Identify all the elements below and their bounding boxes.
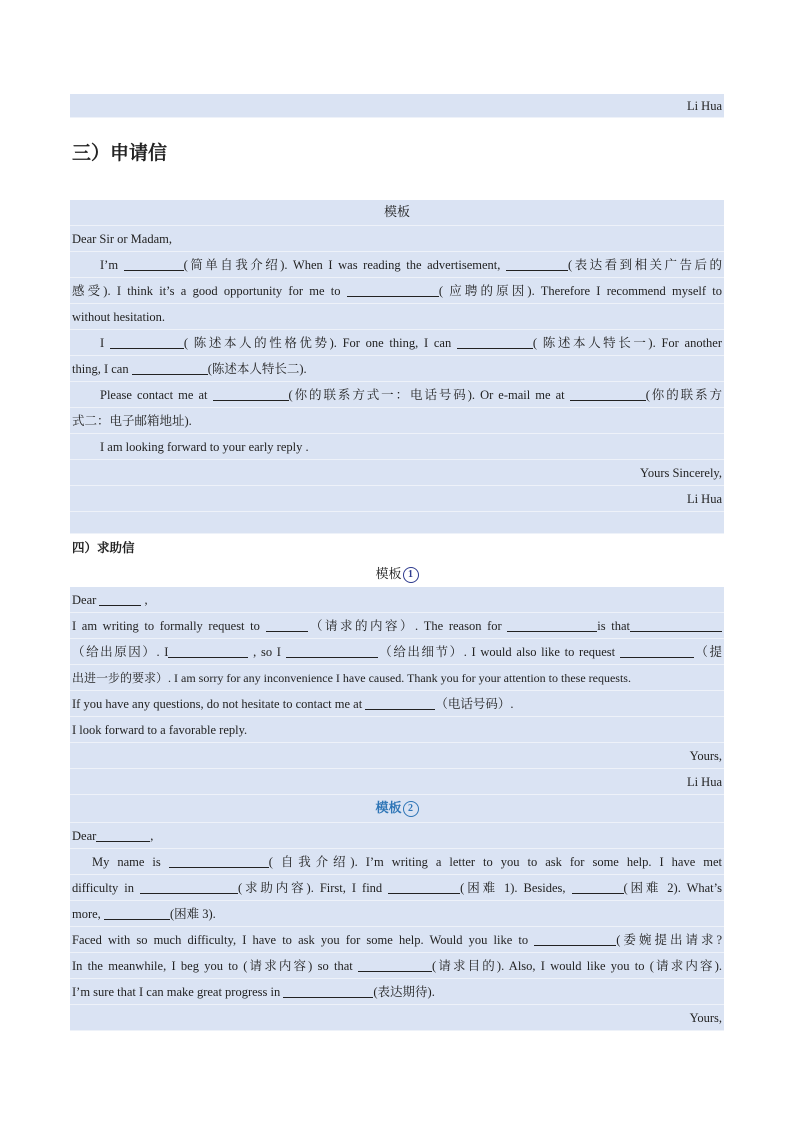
paragraph-line: without hesitation. xyxy=(70,304,724,330)
paragraph-line: If you have any questions, do not hesitate to contact me at （电话号码）. xyxy=(70,691,724,717)
signature: Li Hua xyxy=(70,94,724,118)
paragraph-line: I look forward to a favorable reply. xyxy=(70,717,724,743)
fill-blank xyxy=(506,256,568,271)
paragraph-line: Please contact me at (你的联系方式一：电话号码). Or e-mail me at (你的联系方 xyxy=(70,382,724,408)
fill-blank xyxy=(457,334,533,349)
application-letter-template xyxy=(70,200,724,534)
previous-letter-tail xyxy=(70,94,724,118)
paragraph-line: My name is ( 自我介绍). I’m writing a letter to you to ask for some help. I have met xyxy=(70,849,724,875)
paragraph-line: I am writing to formally request to （请求的内容）. The reason for is that xyxy=(70,613,724,639)
fill-blank xyxy=(104,905,170,920)
fill-blank xyxy=(283,983,373,998)
fill-blank xyxy=(572,879,624,894)
circled-number: 1 xyxy=(403,567,419,583)
paragraph-line: 式二：电子邮箱地址). xyxy=(70,408,724,434)
section-heading-help-letter: 四）求助信 xyxy=(72,540,135,555)
fill-blank xyxy=(534,931,616,946)
fill-blank xyxy=(620,643,694,658)
paragraph-line: more, (困难 3). xyxy=(70,901,724,927)
fill-blank xyxy=(507,617,597,632)
help-letter-template-1 xyxy=(70,561,724,795)
paragraph-line: I ( 陈述本人的性格优势). For one thing, I can ( 陈述本人特长一). For another xyxy=(70,330,724,356)
fill-blank xyxy=(630,617,722,632)
closing: Yours, xyxy=(70,1005,724,1031)
fill-blank xyxy=(388,879,460,894)
paragraph-line: Faced with so much difficulty, I have to ask you for some help. Would you like to (委婉提出请求? xyxy=(70,927,724,953)
signature: Li Hua xyxy=(70,769,724,795)
fill-blank xyxy=(358,957,432,972)
fill-blank xyxy=(169,853,269,868)
paragraph-line: I’m (简单自我介绍). When I was reading the advertisement, (表达看到相关广告后的 xyxy=(70,252,724,278)
greeting: Dear , xyxy=(70,823,724,849)
fill-blank xyxy=(132,360,208,375)
fill-blank xyxy=(286,643,378,658)
fill-blank xyxy=(96,827,150,842)
fill-blank xyxy=(570,386,646,401)
template-title: 模板 1 xyxy=(70,561,724,587)
closing: Yours, xyxy=(70,743,724,769)
fill-blank xyxy=(140,879,238,894)
fill-blank xyxy=(365,695,435,710)
greeting: Dear Sir or Madam, xyxy=(70,226,724,252)
paragraph-line: In the meanwhile, I beg you to (请求内容) so that (请求目的). Also, I would like you to (请求内容). xyxy=(70,953,724,979)
signature: Li Hua xyxy=(70,486,724,512)
closing: Yours Sincerely, xyxy=(70,460,724,486)
fill-blank xyxy=(99,591,141,606)
template-title: 模板 xyxy=(70,200,724,226)
fill-blank xyxy=(213,386,289,401)
paragraph-line: （给出原因）. I , so I （给出细节）. I would also like to request （提 xyxy=(70,639,724,665)
fill-blank xyxy=(168,643,248,658)
paragraph-line: 出进一步的要求）. I am sorry for any inconvenience I have caused. Thank you for your attention to these requests. xyxy=(70,665,724,691)
section-heading-application-letter: 三）申请信 xyxy=(72,142,168,164)
paragraph-line: 感受). I think it’s a good opportunity for me to ( 应聘的原因). Therefore I recommend myself to xyxy=(70,278,724,304)
paragraph-line: thing, I can (陈述本人特长二). xyxy=(70,356,724,382)
template-title: 模板 2 xyxy=(70,795,724,823)
fill-blank xyxy=(266,617,308,632)
fill-blank xyxy=(124,256,184,271)
greeting: Dear , xyxy=(70,587,724,613)
spacer xyxy=(70,512,724,534)
fill-blank xyxy=(347,282,439,297)
paragraph-line: I’m sure that I can make great progress in (表达期待). xyxy=(70,979,724,1005)
paragraph-line: difficulty in (求助内容). First, I find (困难 1). Besides, (困难 2). What’s xyxy=(70,875,724,901)
circled-number: 2 xyxy=(403,801,419,817)
paragraph-line: I am looking forward to your early reply . xyxy=(70,434,724,460)
fill-blank xyxy=(110,334,184,349)
help-letter-template-2 xyxy=(70,795,724,1031)
